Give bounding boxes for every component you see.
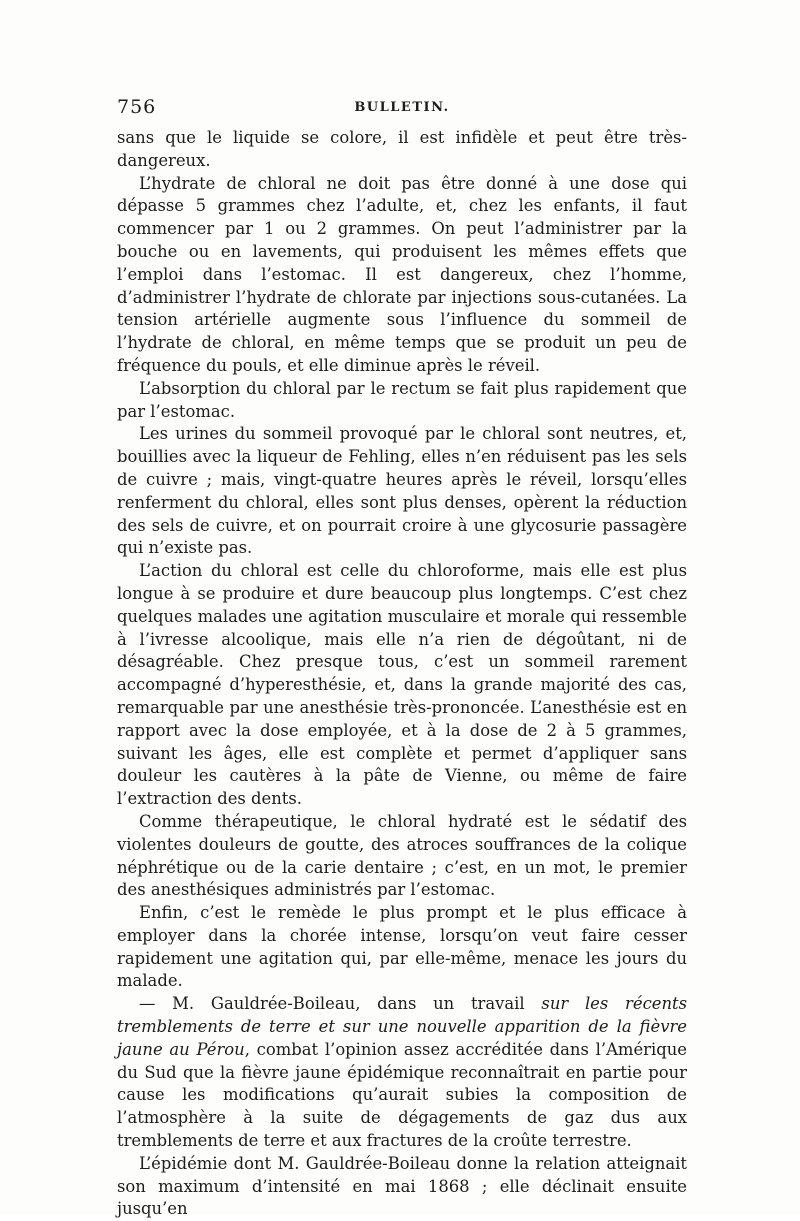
paragraph-text: , combat l’opinion assez accréditée dans l’Amérique du Sud que la fièvre jaune épidémique reconnaîtrait en partie pour cause les modifications qu’aurait subies la composition de l’atmosphère à la suite de dégagements de gaz dus aux tremblements de terre et aux fractures de la croûte terrestre. xyxy=(117,1039,687,1151)
running-title: BULLETIN. xyxy=(354,100,450,115)
page-number: 756 xyxy=(117,96,157,118)
paragraph-lead: — M. Gauldrée-Boileau, dans un travail xyxy=(139,994,542,1014)
running-header xyxy=(117,96,687,124)
paragraph: L’absorption du chloral par le rectum se fait plus rapidement que par l’estomac. xyxy=(117,378,687,421)
paragraph: Enfin, c’est le remède le plus prompt et le plus efficace à employer dans la chorée intense, lorsqu’on veut faire cesser rapidement une agitation qui, par elle-même, menace les jours du malade. xyxy=(117,903,687,991)
paragraph: sans que le liquide se colore, il est infidèle et peut être très-dangereux. xyxy=(117,128,687,170)
paragraph: Comme thérapeutique, le chloral hydraté est le sédatif des violentes douleurs de goutte, des atroces souffrances de la colique néphrétique ou de la carie dentaire ; c’est, en un mot, le premier des anesthésiques administrés par l’estomac. xyxy=(117,811,687,900)
paragraph: L’action du chloral est celle du chloroforme, mais elle est plus longue à se produire et dure beaucoup plus longtemps. C’est chez quelques malades une agitation musculaire et morale qui ressemble à l’ivresse alcoolique, mais elle n’a rien de dégoûtant, ni de désagréable. Chez presque tous, c’est un sommeil rarement accompagné d’hyperesthésie, et, dans la grande majorité des cas, remarquable par une anesthésie très-prononcée. L’anesthésie est en rapport avec la dose employée, et à la dose de 2 à 5 grammes, suivant les âges, elle est complète et permet d’appliquer sans douleur les cautères à la pâte de Vienne, ou même de faire l’extraction des dents. xyxy=(117,561,687,809)
paragraph: L’hydrate de chloral ne doit pas être donné à une dose qui dépasse 5 grammes chez l’adulte, et, chez les enfants, il faut commencer par 1 ou 2 grammes. On peut l’administrer par la bouche ou en lavements, qui produisent les mêmes effets que l’emploi dans l’estomac. Il est dangereux, chez l’homme, d’administrer l’hydrate de chlorate par injections sous-cutanées. La tension artérielle augmente sous l’influence du sommeil de l’hydrate de chloral, en même temps que se produit un peu de fréquence du pouls, et elle diminue après le réveil. xyxy=(117,173,687,375)
paragraph: Les urines du sommeil provoqué par le chloral sont neutres, et, bouillies avec la liqueur de Fehling, elles n’en réduisent pas les sels de cuivre ; mais, vingt-quatre heures après le réveil, lorsqu’elles renferment du chloral, elles sont plus denses, opèrent la réduction des sels de cuivre, et on pourrait croire à une glycosurie passagère qui n’existe pas. xyxy=(117,424,687,558)
article-body xyxy=(117,127,687,1221)
paragraph: L’épidémie dont M. Gauldrée-Boileau donne la relation atteignait son maximum d’intensité en mai 1868 ; elle déclinait ensuite jusqu’en xyxy=(117,1153,687,1219)
cited-work-title: sur les récents tremblements de terre et sur une nouvelle apparition de la fièvre jaune au Pérou xyxy=(117,994,687,1059)
paragraph-gauldree xyxy=(117,993,687,1153)
